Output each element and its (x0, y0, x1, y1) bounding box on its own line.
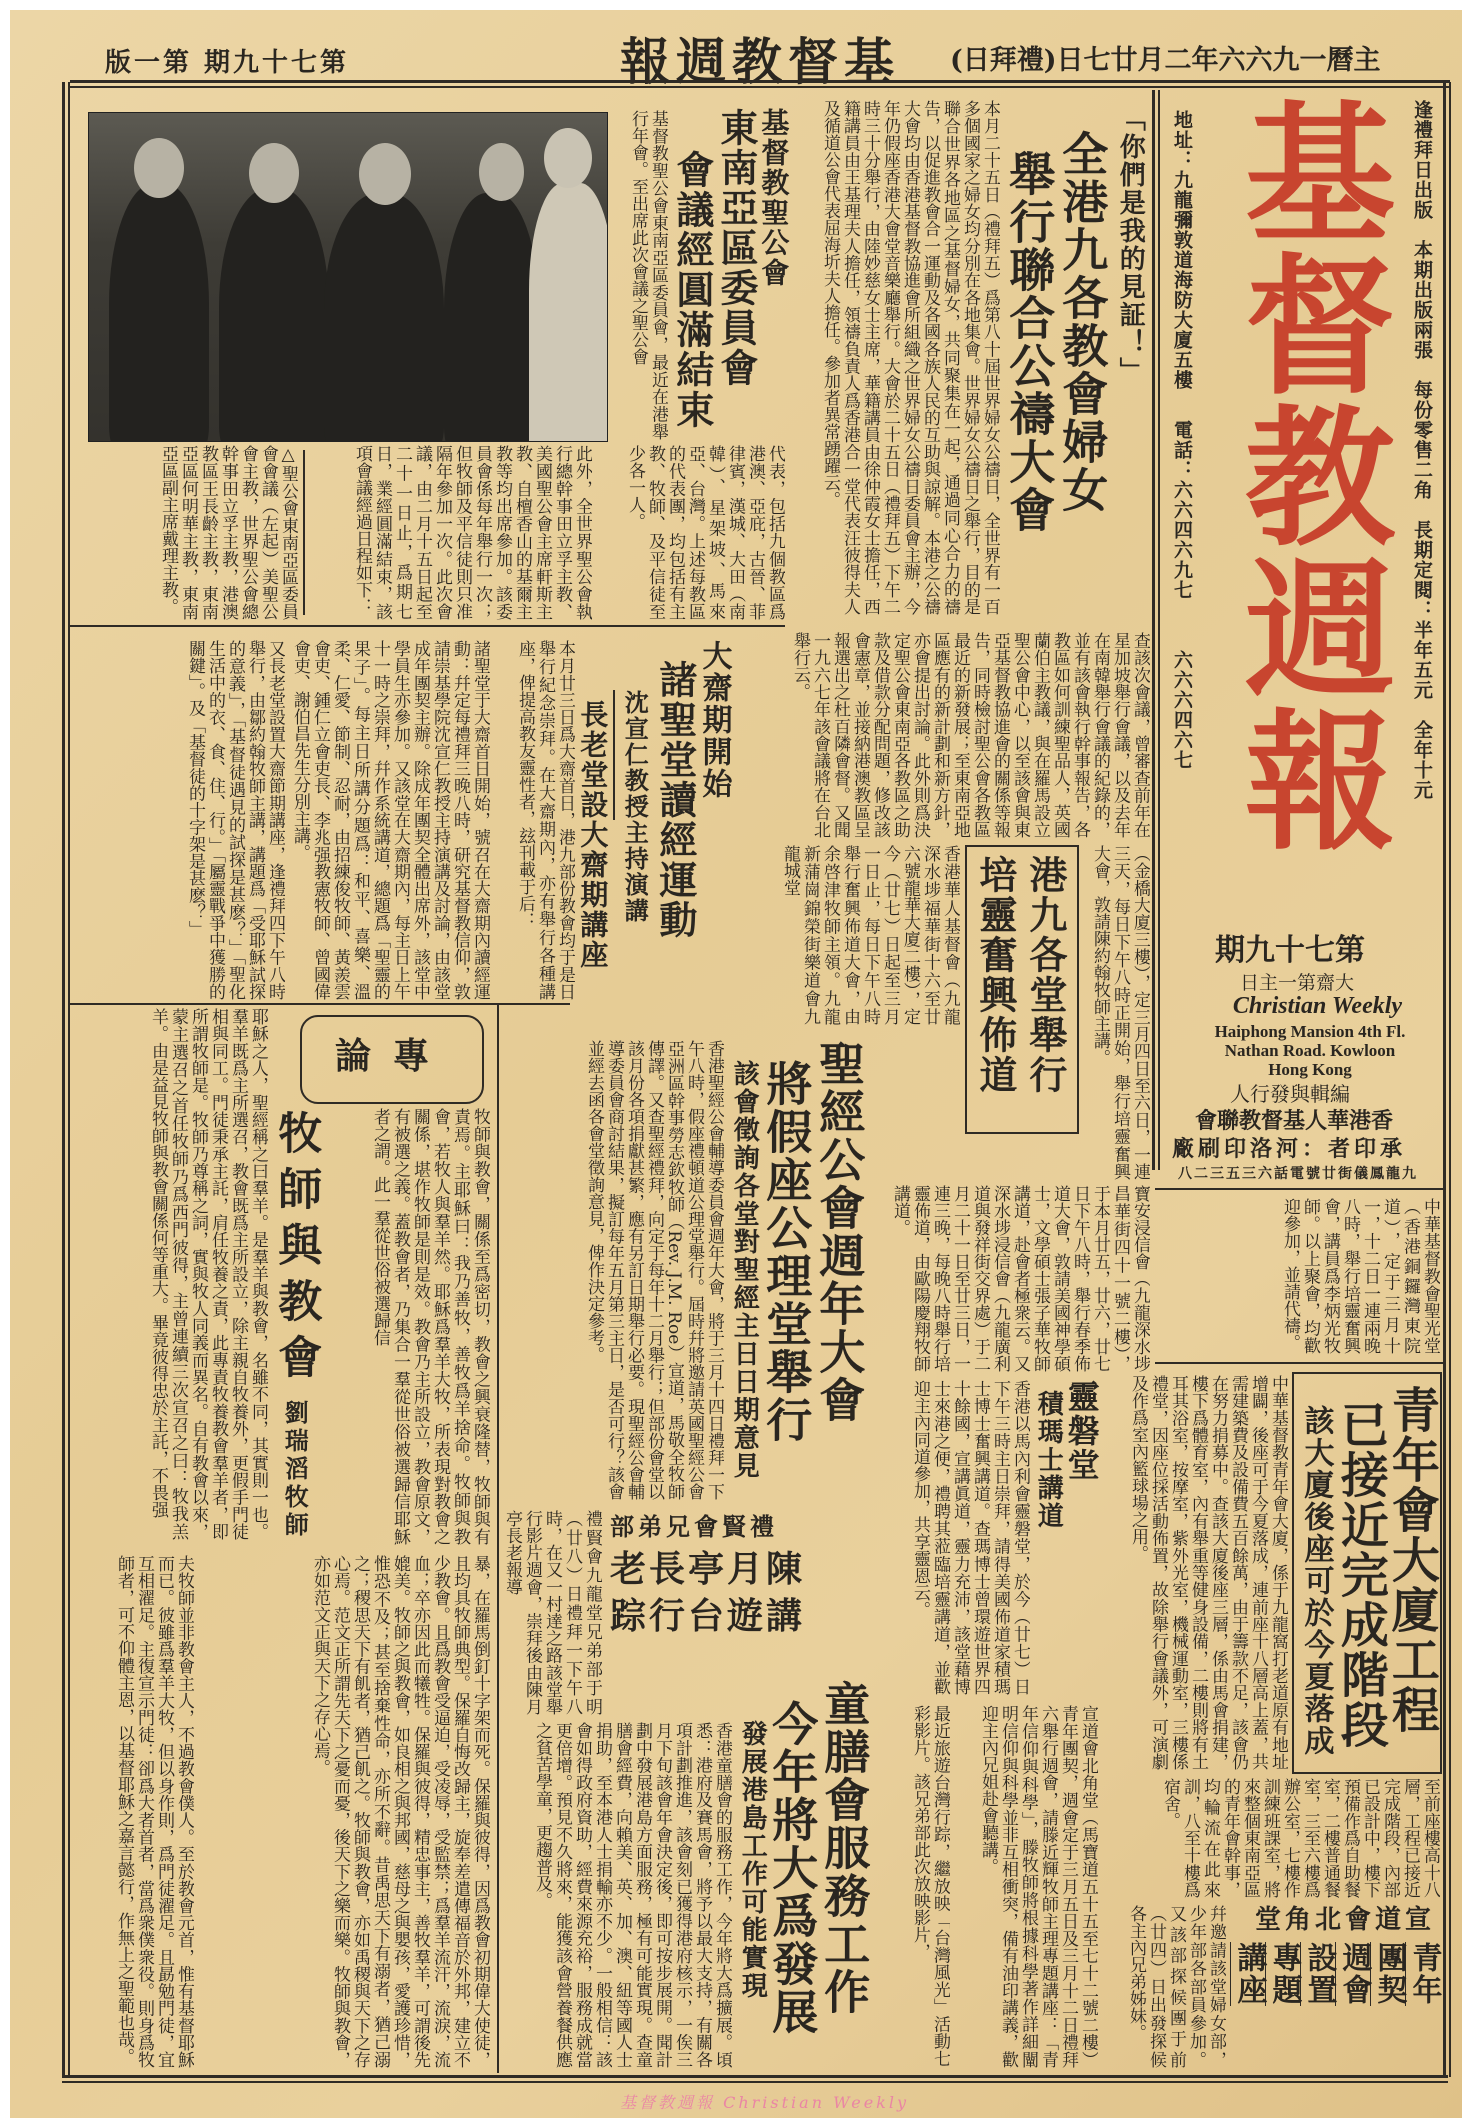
masthead-char: 教 (1219, 399, 1395, 551)
headline: 東南亞區委員會 (713, 108, 759, 388)
right-border (1443, 82, 1451, 2077)
committee-photo (88, 112, 608, 442)
headline: 舉行聯合公禱大會 (1002, 150, 1057, 534)
article-body: 最近旅遊台灣行踪，繼放映「台灣風光」活動七彩影片。該兄弟部此次放映影片， (910, 1705, 950, 2067)
header-paper-title: 基督教週報 (620, 32, 900, 91)
headline: 已接近完成階段 (1332, 1400, 1389, 1750)
header-rule (70, 80, 1450, 88)
printer-address: 九龍鳳儀街廿號電話六三五三二八 (1178, 1166, 1418, 1182)
full-year-price: 全年十元 (1411, 720, 1433, 800)
article-body: 香港聖經公會輔導委員會週年大會，將于三月十四日禮拜一下午八時，假座禮頓道公理堂舉行。屆時幷將邀請英國聖經公會亞洲區幹事勞志欽牧師（Rev. J.M. Roe）宣道，馬敬全牧師傳譯。又查聖經禮拜，向定于每年十二月舉行；但部份會堂以該月份各項捐獻甚繁，應有另訂日期舉行必要。現聖經公會輔導委員會商討結果，擬訂每年五月第三主日，是否可行？該會並經去函各會堂徵詢意見，俾作決定參考。 (584, 1040, 724, 1500)
article-body: 香港童膳會的服務工作，今年將大爲擴展。頃悉：港府及賽馬會，將予以最大支持，有關各項計劃推進，該會刻已獲得港府核示，一俟三月下旬該會年會決定後，即可按步展開。聞計劃中發展港島方面服務，極有可能實現。查童膳會經費，向賴美、英、加、澳、紐等國人士捐助，至本港人士捐輸亦不少。一般相信：該會如得政府資助，經費來源充裕，服務成就當更倍增。預見不久將來，能獲該會營養餐供應之貧苦學童，更趨普及。 (532, 1722, 732, 2068)
left-border (62, 82, 70, 2077)
headline: 長老堂設大齋期講座 (576, 700, 610, 970)
headline: 陳月亭長老 (610, 1548, 806, 1590)
subhead: 該大廈後座可於今夏落成 (1298, 1405, 1334, 1757)
subhead: 講遊台行踪 (610, 1595, 806, 1637)
watermark: 基督教週報 Christian Weekly (620, 2093, 910, 2112)
divider (303, 450, 305, 615)
divider (70, 625, 785, 627)
address-line: Nathan Road. Kowloon (1224, 1041, 1396, 1060)
article-body: 寶安浸信會（九龍深水埗昌華街四十一號二樓），于本月廿五，廿六，廿七日下午八時，舉行春季佈道大會，敦請美國神學碩士，文學碩士張子華牧師講道，赴會者極衆云。又深水埗浸信會（九龍廣利道與發祥街交界處）于二月二十一日至廿三日，一連三晚，每晚八時舉行培靈佈道，由歐陽慶翔牧師講道。 (890, 1185, 1150, 1372)
subhead: 沈宣仁教授主持演講 (620, 690, 650, 924)
issue-page-number: 第七十九期 第一版 (105, 48, 350, 78)
masthead-divider (1152, 90, 1160, 1170)
subhead: 發展港島工作可能實現 (737, 1720, 768, 2000)
headline: 會議經圓滿結束 (669, 150, 715, 430)
article-body: 至前座樓高十八層，工程已接近完成階段，內部已設計中，樓下預備作爲自助餐室，二樓普通餐室，三至六樓爲辦公室，七樓作訓練班課室，將來整個東南亞區的青年會幹事，均輪流在此來訓，八至十樓爲宿舍。 (1160, 1778, 1440, 1898)
section-label: 專論 (335, 1035, 452, 1077)
article-body: 香港以馬內利會靈磐堂，於今（廿七）日下午三時主日崇拜，請得美國佈道家積瑪士博士奮興講道。查瑪博士曾環遊世界四十餘國，宣講眞道，靈力充沛，該堂藉博士來港之便，禮聘其蒞臨培靈講道，並歡迎主內同道參加，共享靈恩云。 (910, 1380, 1030, 1695)
kicker: 大齋期開始 (696, 640, 732, 800)
english-title: Christian Weekly (1232, 993, 1403, 1019)
author: 劉瑞滔牧師 (280, 1400, 310, 1540)
headline: 港九各堂舉行 (1022, 855, 1068, 1095)
publish-day: 逢禮拜日出版 (1411, 100, 1433, 220)
headline: 青年會大廈工程 (1383, 1385, 1440, 1735)
editorial-body: 牧師與教會，關係至爲密切，教會之興衰隆替，牧師與有責焉。主耶穌曰：我乃善牧，善牧爲羊捨命。牧師與教會，若牧人與羣羊然。耶穌爲羣羊大牧，所表現對教會之關係，堪作牧師是則是效。教會乃主所設立，教會原文，有被選之義。蓋教會者，乃集合一羣從世俗被選歸信耶穌者之謂。此一羣從世俗被選歸信 (370, 1108, 490, 1545)
article-body: （金橋大廈三樓），定三月四日至六日，一連三天，每日下午八時正開始，舉行培靈奮興大會，敦請陳約翰牧師主講。 (1090, 845, 1150, 1180)
article-body: 中華基督教青年會大廈，係于九龍窩打老道原有地址增闢，後座可于今夏落成，連前座十八層高上蓋，共需建築費及設備費五百餘萬，由于籌款不足，該會仍在努力捐募中。查該大廈後座三層，係由馬會捐建，樓下爲體育室，內有舉重等健身設備，二樓則將有土耳其浴室，按摩室，紫外光室，機械運動室，三樓係禮堂，因座位採活動佈置，故除舉行會議外，可演劇及作爲室內籃球場之用。 (1128, 1375, 1288, 1770)
headline: 諸聖堂讀經運動 (652, 660, 698, 940)
headline: 全港九各教會婦女 (1055, 130, 1110, 514)
issue-number: 第七十九期 (1215, 933, 1365, 968)
kicker: 禮賢會兄弟部 (610, 1512, 778, 1541)
subhead: 積瑪士講道 (1033, 1390, 1064, 1530)
phone: 電話：六六四六九七 (1171, 420, 1193, 600)
divider (497, 1005, 499, 2073)
tag: 週會 (1336, 1942, 1372, 2006)
editorial-body: 夫牧師並非教會主人，不過教會僕人。至於教會元首，惟有基督耶穌而已。彼雖爲羣羊大牧，但以身作則，爲門徒濯足。且勗勉門徒，宜互相濯足。主復宣示門徒：卻爲大者首者，當爲衆僕衆役。則身爲牧師者，可不仰體主恩，以基督耶穌之嘉言懿行，作無上之聖範也哉。 (114, 1555, 194, 2068)
editorial-title: 牧師與教會 (270, 1110, 322, 1390)
retail-price: 每份零售二角 (1411, 380, 1433, 500)
article-body: 基督教聖公會東南亞區委員會，最近在港舉行年會。至出席此次會議之聖公會 (628, 110, 668, 440)
editor-label: 編輯與發行人 (1230, 1082, 1350, 1106)
printer: 承印者：河洛印刷廠 (1172, 1136, 1407, 1162)
article-body: 本月二十五日（禮拜五）爲第八十屆世界婦女公禱日，全世界有一百多個國家之婦女均分別在各地集會。世界婦女公禱日之舉行，目的是聯合世界各地區之基督婦女，共同聚集在一起，通過同心合力的禱告，以促進教會合一運動及各國各族人民的互助與諒解。本港之公禱大會均由香港基督教協進會所組織之世界婦女公禱日委員會主辦，今年仍假座香港大會堂音樂廳舉行。大會於二十五日（禮拜五）下午二時三十分舉行，由陸妙慈女士主席，華籍講員由徐仲霞女士擔任，西籍講員由王基理夫人擔任，領禱負責人爲香港合一堂代表汪彼得夫人及循道公會代表屈海圻夫人擔任。參加者異常踴躍云。 (820, 100, 1000, 615)
article-body: 禮賢會九龍堂兄弟部于明（廿八）日禮拜一下午八時，在又一村達之路該堂舉行影片週會，崇拜後由陳月亭長老報導 (502, 1510, 602, 1715)
article-body: 此外，全世界聖公會執行總幹事田立孚主教、美國聖公會主席軒斯主教、自檀香山的基爾主教等均出席參加。該委員會係每年舉行一次；但牧師及平信徒則只准隔年參加一次。此次會議，由二月十五日起至二十一日止，爲期七日，業經圓滿結束，該項會議經過日程如下： (352, 445, 592, 620)
article-body: 幷邀請該堂婦女部，少年部各部員參加。又該部探候團于前（廿四）日出發探候各主內兄弟姊妹。 (1126, 1905, 1226, 2068)
article-body: 中華基督教會聖光堂（香港銅鑼灣東院道），定于三月十一，十二日一連兩晚八時，舉行培靈奮興會，講員爲李炳光牧師。以上聚會，均歡迎參加，並請代禱。 (1280, 1198, 1440, 1354)
address-line: Haiphong Mansion 4th Fl. (1214, 1022, 1406, 1041)
headline: 培靈奮興佈道 (972, 855, 1018, 1095)
address-line: Hong Kong (1268, 1060, 1352, 1079)
article-body: 查該次會議，曾審查前年在星加坡舉行會議，以及去年在南韓舉行會議的紀錄的，並有該會執行幹事報告，各教區如何訓練聖品人，英國蘭伯主教議，與在羅馬設立聖公會中心，以至該會與東亞基督教協進會的關係等報告，同時檢討聖公會各教區最近的新發展；至東南亞地區應有的新計劃和新方針，亦會提出討論。此外則爲決定聖公會東南亞各教區之助款及借款分配問題，修改該會憲章，並接納港澳教區呈報選出之杜百隣會督。又聞一九六七年該會議將在台北舉行云。 (790, 632, 1150, 838)
headline: 宣道會北角堂 (1255, 1905, 1436, 1935)
masthead-char: 基 (1219, 95, 1395, 247)
tag: 團契 (1371, 1942, 1407, 2006)
masthead-char: 督 (1219, 247, 1395, 399)
sheets-count: 本期出版兩張 (1411, 240, 1433, 360)
subhead: 該會徵詢各堂對聖經主日日期意見 (729, 1060, 760, 1480)
photo-caption: △聖公會東南亞區委員會會議（左起）美聖公會主教，世界聖公會總幹事田立孚主教，港澳教區王長齡主教，東南亞區何明華主教，東南亞區副主席戴理主教。 (158, 445, 298, 620)
issue-date: 主曆一九六六年二月廿七日(禮拜日) (950, 45, 1381, 76)
english-address (1175, 1022, 1445, 1079)
editorial-body: 暴，在羅馬倒釘十字架而死。保羅與彼得，因爲教會初期偉大使徒，且均具牧師典型。保羅自悔改歸主，旋奉差遣傳福音於外邦，建立不少教會。且爲教會受逼迫，受凌辱，受監禁；爲羣羊流汗，流淚，流血；卒亦因此而犧牲。保羅與彼得，精忠事主，善牧羣羊，可謂後先媲美。牧師之與教會，如良相之與邦國，慈母之與嬰孩，愛護珍惜，惟恐不及；甚至捨棄性命，亦所不辭。昔禹思天下有溺者，猶己溺之；稷思天下有飢者，猶己飢之。牧師與教會，亦如禹稷與天下之存心焉。范文正所謂先天下之憂而憂，後天下之樂而樂。牧師與教會，亦如范文正與天下之存心焉。 (310, 1555, 490, 2068)
quote-headline: 「你們是我的見証！」 (1115, 105, 1146, 385)
phone-2: 六六六四六七 (1171, 650, 1193, 770)
article-body: 本月廿三日爲大齋首日，港九部份教會均于是日舉行紀念崇拜。在大齋期內，亦有舉行各種講座，俾提高教友靈性者，玆刊載于后： (515, 640, 575, 1000)
liturgical-sunday: 大齋第一主日 (1240, 972, 1355, 994)
article-body: 宣道會北角堂（馬寶道五十五至七十二號二樓）青年團契，週會定于三月五日及三月十二日禮拜六舉行週會，請滕近輝牧師主理專題講座：「青年信仰與科學」，滕牧師將根據科學著作詳細闡明信仰與科學並非互相衝突，備有油印講義，歡迎主內兄姐赴會聽講。 (978, 1705, 1098, 2068)
tag: 青年 (1406, 1942, 1442, 2006)
tag: 專題 (1266, 1942, 1302, 2006)
divider (1155, 1188, 1445, 1190)
divider (1155, 1362, 1443, 1364)
divider (613, 690, 615, 820)
half-year-price: 長期定閱：半年五元 (1411, 520, 1433, 700)
masthead-char: 週 (1219, 551, 1395, 703)
headline: 童膳會服務工作 (817, 1680, 872, 2016)
divider (70, 1003, 570, 1005)
headline: 靈磐堂 (1062, 1380, 1101, 1482)
article-body: 又長老堂設置大齋節期講座，逢禮拜四下午八時舉行，由鄒約翰牧師主講，講題爲「受耶穌試探的意義」，「基督徒遇見的試探是甚麽？」「聖化生活中的衣、食、住、行。」「屬靈戰爭中獲勝的關鍵」。及「基督徒的十字架是甚麽？」 (185, 640, 285, 1000)
publish-info (1410, 100, 1434, 900)
publisher: 香港華人基督教聯會 (1195, 1108, 1394, 1134)
tag: 講座 (1231, 1942, 1267, 2006)
headline: 今年將大爲發展 (765, 1700, 820, 2036)
article-body: 諸聖堂于大齋首日開始，號召在大齋期內讀經運動：幷定每禮拜三晚八時，研究基督教信仰，敦請崇基學院沈宣仁教授主持演講及討論，由該堂成年團契主辦。除成年團契全體出席外，該堂中學員生亦參加。又該堂在大齋期內，每主日上午十一時之崇拜，幷作系統講道，總題爲「聖靈的果子」。每主日所講分題爲：和平、喜樂、溫柔、仁愛、節制、忍耐，由招練俊牧師、黃羨雲會吏、鍾仁立會吏長、李兆强教憲牧師、曾國偉會吏、謝伯昌先生分別主講。 (290, 640, 490, 1000)
bottom-border (62, 2075, 1448, 2083)
tag: 設置 (1301, 1942, 1337, 2006)
editorial-body: 耶穌之人，聖經稱之曰羣羊。是羣羊與教會，名雖不同，其實則一也。羣羊既爲主所選召，教會既爲主所設立，除主親自牧養外，更假手門徒相與同工。門徒秉承主託，肩任牧養之責，此專責牧養教會羣羊者，即所謂牧師是。牧師乃尊稱之詞，實與牧人同義而異名。自有教會以來，蒙主選召之首任牧師乃爲西門彼得，主曾連續三次宣召之曰：牧我羔羊。由是益見牧師與教會關係何等重大。畢竟彼得忠於主託，不畏强 (148, 1008, 268, 1540)
article-body: 香港華人基督會（九龍深水埗福華街十六至廿六號龍華大廈二樓），定今（廿七）日起至三月一日止，每日下午八時舉行奮興佈道大會，由余啓津牧師主領。九龍新蒲崗錦榮街樂道會九龍城堂 (780, 845, 960, 1025)
masthead-title (1219, 95, 1395, 855)
kicker: 基督教聖公會 (757, 108, 791, 288)
headline: 將假座公理堂舉行 (759, 1060, 814, 1444)
headline: 聖經公會週年大會 (812, 1040, 867, 1424)
masthead-char: 報 (1219, 703, 1395, 855)
article-body: 代表，包括九個教區爲港澳、亞庇，古晉、菲律賓，漢城、大田（南韓）、星架坡、馬來亞、台灣。上述每教區的代表團，均包括有主教、牧師、及平信徒至少各一人。 (625, 445, 785, 620)
address: 地址：九龍彌敦道海防大廈五樓 (1171, 110, 1193, 390)
